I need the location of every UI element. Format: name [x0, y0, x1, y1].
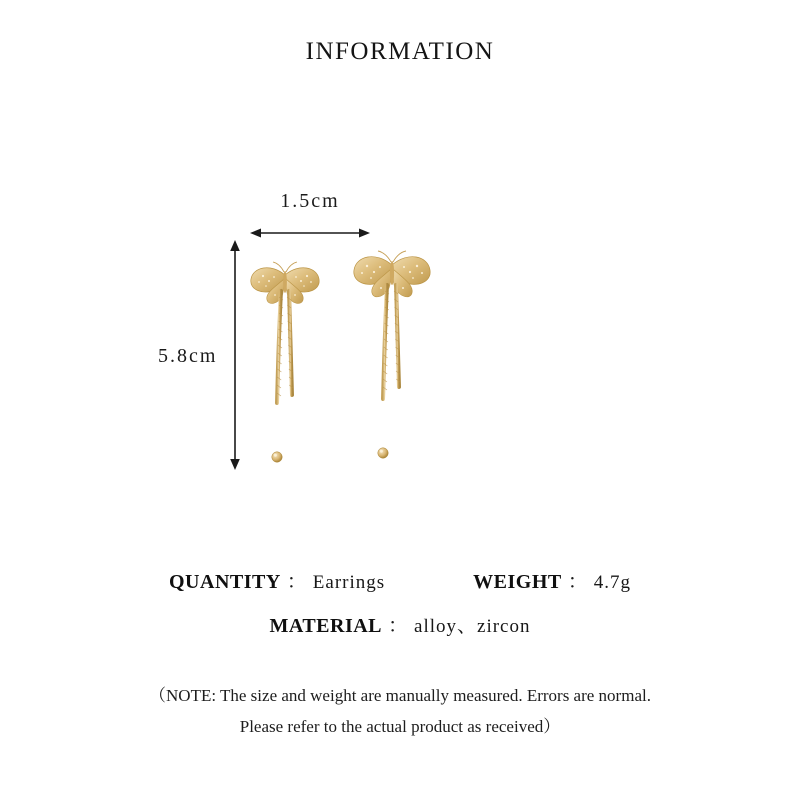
specs-block	[0, 565, 800, 653]
width-dimension-label: 1.5cm	[280, 190, 340, 212]
page-title: INFORMATION	[305, 38, 495, 65]
spec-material	[270, 609, 531, 638]
weight-value: 4.7g	[593, 572, 631, 593]
height-dimension-label: 5.8cm	[158, 345, 218, 367]
weight-label: WEIGHT	[473, 571, 562, 593]
spec-quantity	[169, 565, 385, 594]
note-line-1: （NOTE: The size and weight are manually measured. Errors are normal.	[149, 686, 651, 705]
quantity-label: QUANTITY	[169, 571, 281, 593]
spec-row-material	[0, 609, 800, 638]
note-block	[0, 680, 800, 742]
product-illustration	[150, 190, 570, 500]
material-value: alloy、zircon	[414, 616, 531, 637]
spec-row-quantity-weight	[0, 565, 800, 594]
quantity-separator: ：	[286, 571, 307, 593]
note-line-2: Please refer to the actual product as received）	[239, 717, 561, 736]
spec-weight	[473, 565, 631, 594]
quantity-value: Earrings	[312, 572, 386, 593]
material-label: MATERIAL	[269, 615, 383, 637]
material-separator: ：	[388, 615, 409, 637]
butterfly-tassel-earrings-image	[240, 235, 500, 485]
weight-separator: ：	[567, 571, 588, 593]
